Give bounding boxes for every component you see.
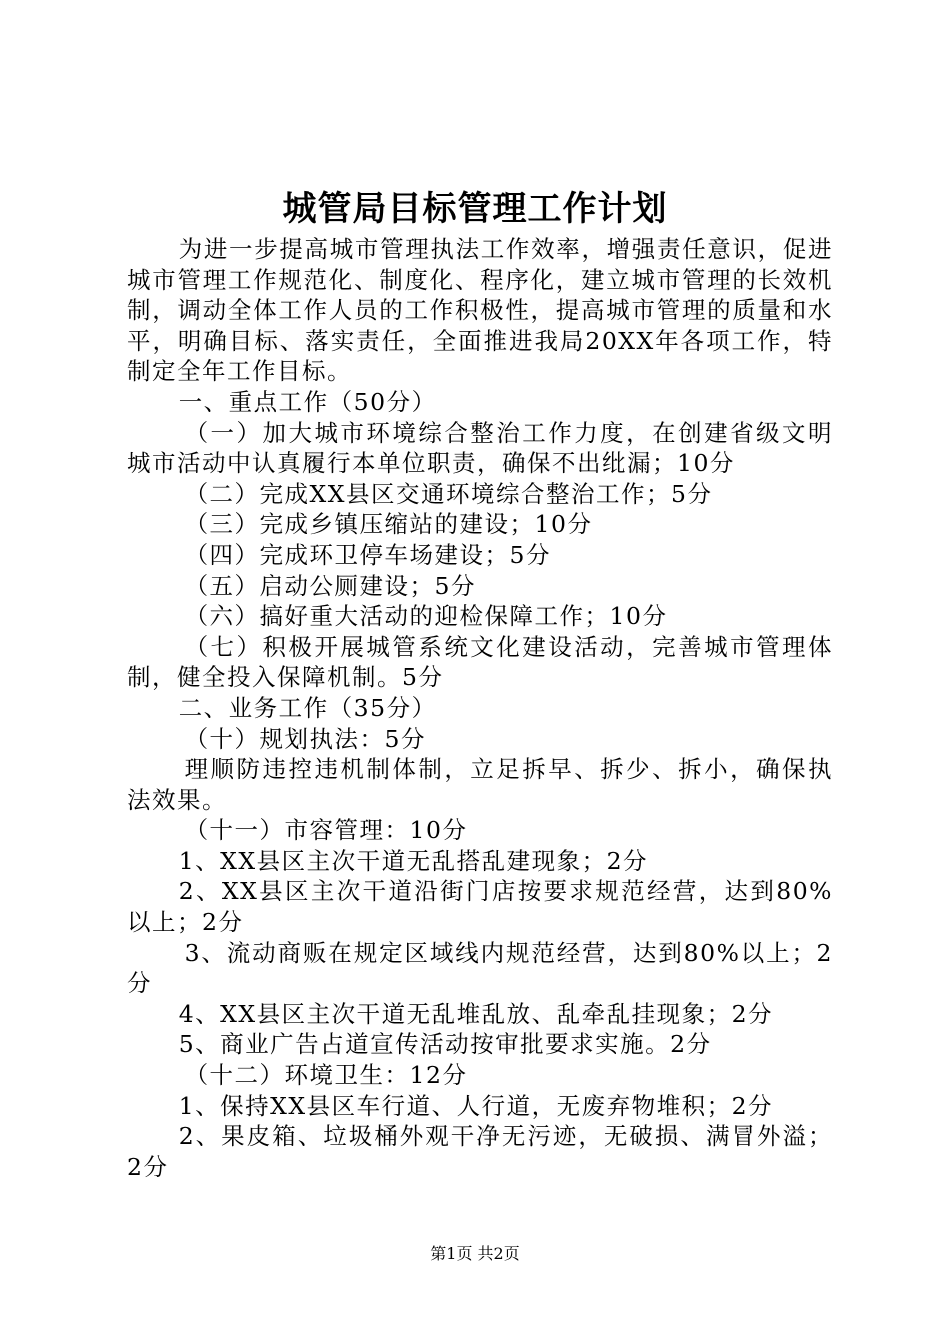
list-item: （三）完成乡镇压缩站的建设；10分 [184, 510, 593, 539]
list-item: 5、商业广告占道宣传活动按审批要求实施。2分 [178, 1030, 712, 1059]
list-item: 2、果皮箱、垃圾桶外观干净无污迹，无破损、满冒外溢；2分 [127, 1122, 833, 1181]
page-footer: 第1页 共2页 [430, 1244, 520, 1263]
section-heading-business-work: 二、业务工作（35分） [178, 693, 437, 722]
list-item: （五）启动公厕建设；5分 [184, 571, 477, 600]
list-item: （二）完成XX县区交通环境综合整治工作；5分 [184, 479, 713, 508]
list-item: 1、XX县区主次干道无乱搭乱建现象；2分 [178, 846, 649, 875]
list-item: （十二）环境卫生：12分 [184, 1061, 468, 1090]
section-heading-key-work: 一、重点工作（50分） [178, 387, 437, 416]
list-item: 1、保持XX县区车行道、人行道，无废弃物堆积；2分 [178, 1091, 774, 1120]
document-title: 城管局目标管理工作计划 [282, 189, 668, 229]
list-item: （七）积极开展城管系统文化建设活动，完善城市管理体制，健全投入保障机制。5分 [127, 632, 833, 692]
list-item: （十）规划执法：5分 [184, 724, 427, 753]
list-item: （十一）市容管理：10分 [184, 816, 468, 845]
list-item: （四）完成环卫停车场建设；5分 [184, 540, 552, 569]
body-paragraph: 理顺防违控违机制体制，立足拆早、拆少、拆小，确保执法效果。 [127, 755, 833, 814]
list-item: 2、XX县区主次干道沿街门店按要求规范经营，达到80%以上；2分 [127, 877, 833, 937]
intro-paragraph: 为进一步提高城市管理执法工作效率，增强责任意识，促进城市管理工作规范化、制度化、程序化，建立城市管理的长效机制，调动全体工作人员的工作积极性，提高城市管理的质量和水平，明确目标、落实责任，全面推进我局20XX年各项工作，特制定全年工作目标。 [127, 235, 833, 386]
list-item: （一）加大城市环境综合整治工作力度，在创建省级文明城市活动中认真履行本单位职责，确保不出纰漏；10分 [127, 418, 833, 478]
document-body [127, 234, 833, 1182]
list-item: （六）搞好重大活动的迎检保障工作；10分 [184, 602, 668, 631]
list-item: 3、流动商贩在规定区域线内规范经营，达到80%以上；2分 [127, 938, 833, 998]
list-item: 4、XX县区主次干道无乱堆乱放、乱牵乱挂现象；2分 [178, 999, 774, 1028]
